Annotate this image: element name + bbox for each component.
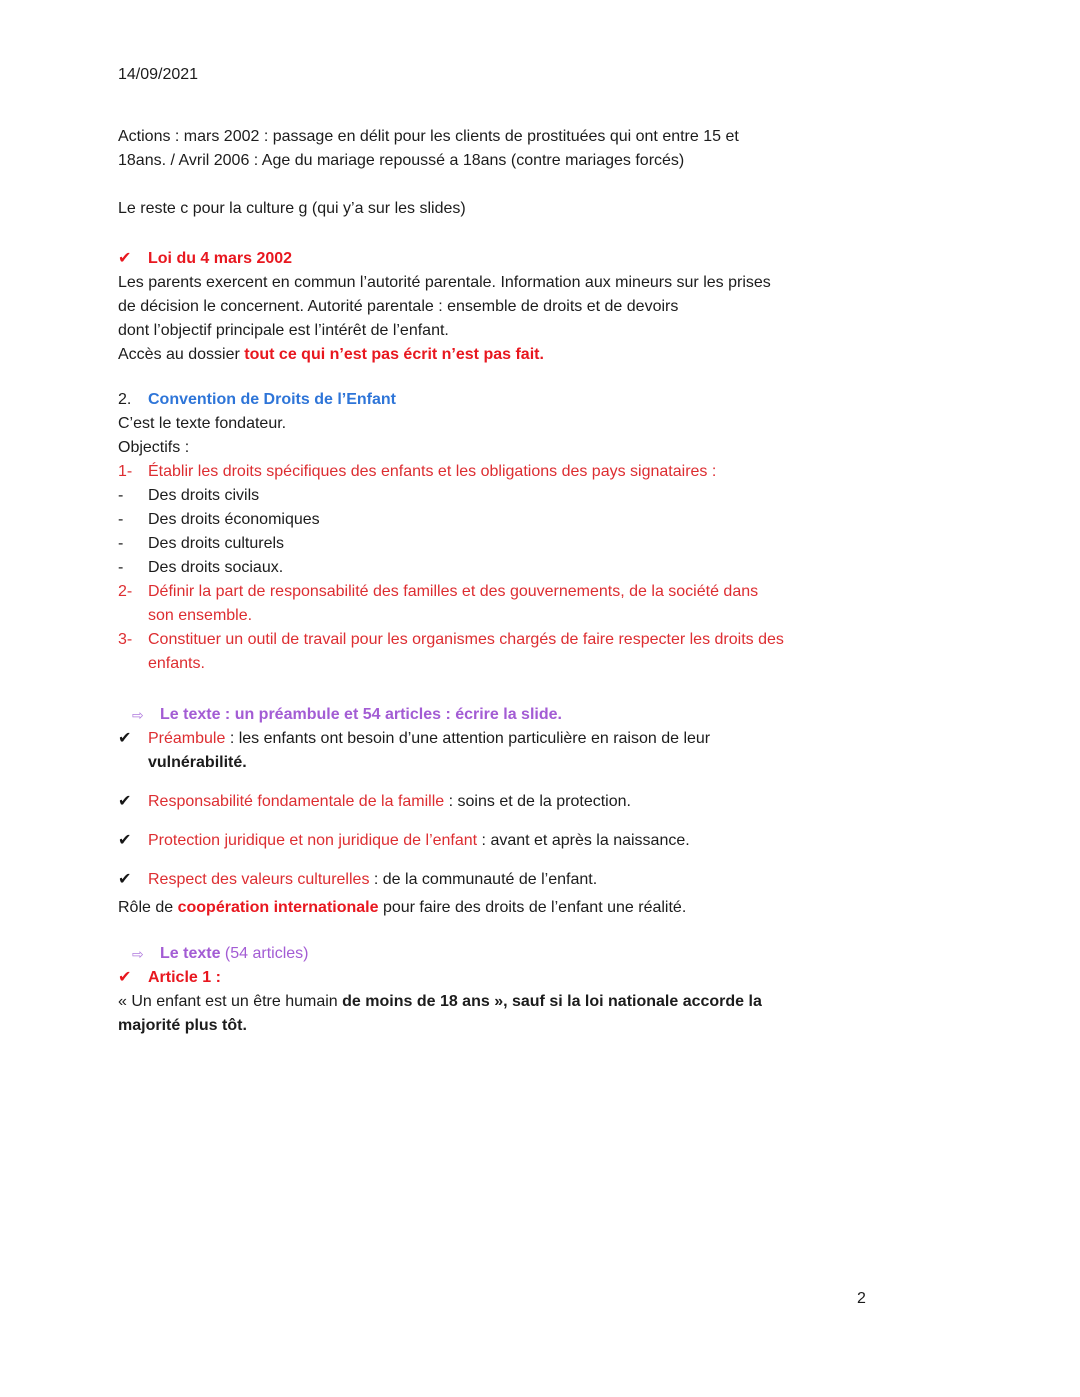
acces-highlight: tout ce qui n’est pas écrit n’est pas fait. xyxy=(244,346,544,363)
heading-number: 2. xyxy=(118,391,132,408)
checklist-item-respect xyxy=(118,868,970,892)
page-number: 2 xyxy=(857,1290,866,1307)
objective-marker: 3- xyxy=(118,631,133,648)
objective-item-3: 3- Constituer un outil de travail pour les organismes chargés de faire respecter les droits des enfants. xyxy=(118,628,970,676)
bullet-dash: - xyxy=(118,559,124,576)
checklist-item-preambule xyxy=(118,727,970,775)
loi-2002-acces-line xyxy=(118,343,970,367)
checklist-highlight: Préambule xyxy=(148,730,226,747)
bullet-item: - Des droits civils xyxy=(118,484,970,508)
objective-item-1: 1- Établir les droits spécifiques des enfants et les obligations des pays signataires : xyxy=(118,460,970,484)
actions-line: 18ans. / Avril 2006 : Age du mariage repoussé a 18ans (contre mariages forcés) xyxy=(118,152,685,169)
convention-title: Convention de Droits de l’Enfant xyxy=(148,391,397,408)
bullet-dash: - xyxy=(118,511,124,528)
texte-54-note xyxy=(132,942,970,966)
article-1-heading xyxy=(118,966,970,990)
texte-54-bold: Le texte xyxy=(160,945,225,962)
cooperation-suffix: pour faire des droits de l’enfant une réalité. xyxy=(378,899,687,916)
article-1-quote-bold: de moins de 18 ans », sauf si la loi nationale accorde la xyxy=(342,993,762,1010)
checklist-rest: : de la communauté de l’enfant. xyxy=(369,871,598,888)
bullet-dash: - xyxy=(118,535,124,552)
bullet-item: - Des droits sociaux. xyxy=(118,556,970,580)
article-1-title: Article 1 : xyxy=(148,969,221,986)
bullet-item: - Des droits économiques xyxy=(118,508,970,532)
loi-2002-body-line: de décision le concernent. Autorité parentale : ensemble de droits et de devoirs xyxy=(118,298,679,315)
arrow-right-icon: ⇨ xyxy=(132,707,144,723)
checkmark-icon: ✔ xyxy=(118,793,132,810)
checklist-bold-line: vulnérabilité. xyxy=(148,754,247,771)
checklist-rest: : les enfants ont besoin d’une attention particulière en raison de leur xyxy=(225,730,711,747)
loi-2002-body-line: dont l’objectif principale est l’intérêt de l’enfant. xyxy=(118,322,449,339)
acces-prefix: Accès au dossier xyxy=(118,346,245,363)
loi-2002-body-line: Les parents exercent en commun l’autorité parentale. Information aux mineurs sur les prises xyxy=(118,274,771,291)
objective-marker: 2- xyxy=(118,583,133,600)
convention-fondateur: C’est le texte fondateur. xyxy=(118,415,287,432)
objective-item-2: 2- Définir la part de responsabilité des familles et des gouvernements, de la société dans son ensemble. xyxy=(118,580,970,628)
loi-2002-title: Loi du 4 mars 2002 xyxy=(148,250,293,267)
actions-paragraph xyxy=(118,125,970,173)
checkmark-icon: ✔ xyxy=(118,871,132,888)
checkmark-icon: ✔ xyxy=(118,969,132,986)
checklist-highlight: Responsabilité fondamentale de la famille xyxy=(148,793,445,810)
checkmark-icon: ✔ xyxy=(118,730,132,747)
section-article-1 xyxy=(118,966,970,1038)
checklist-rest: : soins et de la protection. xyxy=(444,793,631,810)
checklist-item-protection xyxy=(118,829,970,853)
bullet-item: - Des droits culturels xyxy=(118,532,970,556)
checklist-highlight: Respect des valeurs culturelles xyxy=(148,871,370,888)
section-convention xyxy=(118,388,970,676)
loi-2002-heading xyxy=(118,247,970,271)
objective-marker: 1- xyxy=(118,463,133,480)
bullet-dash: - xyxy=(118,487,124,504)
cooperation-line xyxy=(118,896,970,920)
checkmark-icon: ✔ xyxy=(118,832,132,849)
arrow-right-icon: ⇨ xyxy=(132,946,144,962)
article-1-quote-regular: « Un enfant est un être humain xyxy=(118,993,343,1010)
texte-54-regular: (54 articles) xyxy=(224,945,309,962)
cooperation-prefix: Rôle de xyxy=(118,899,178,916)
section-loi-2002 xyxy=(118,247,970,367)
convention-heading xyxy=(118,388,970,412)
checkmark-icon: ✔ xyxy=(118,250,132,267)
cooperation-highlight: coopération internationale xyxy=(177,899,379,916)
article-1-quote-bold-line: majorité plus tôt. xyxy=(118,1017,247,1034)
actions-line: Actions : mars 2002 : passage en délit pour les clients de prostituées qui ont entre 15 et xyxy=(118,128,739,145)
convention-objectifs-label: Objectifs : xyxy=(118,439,190,456)
slide-note-text: Le texte : un préambule et 54 articles : écrire la slide. xyxy=(160,706,562,723)
culture-note: Le reste c pour la culture g (qui y’a sur les slides) xyxy=(118,200,466,217)
document-date: 14/09/2021 xyxy=(118,66,199,83)
checklist-highlight: Protection juridique et non juridique de l’enfant xyxy=(148,832,478,849)
checklist-item-responsabilite xyxy=(118,790,970,814)
slide-note xyxy=(132,703,970,727)
checklist-rest: : avant et après la naissance. xyxy=(477,832,690,849)
